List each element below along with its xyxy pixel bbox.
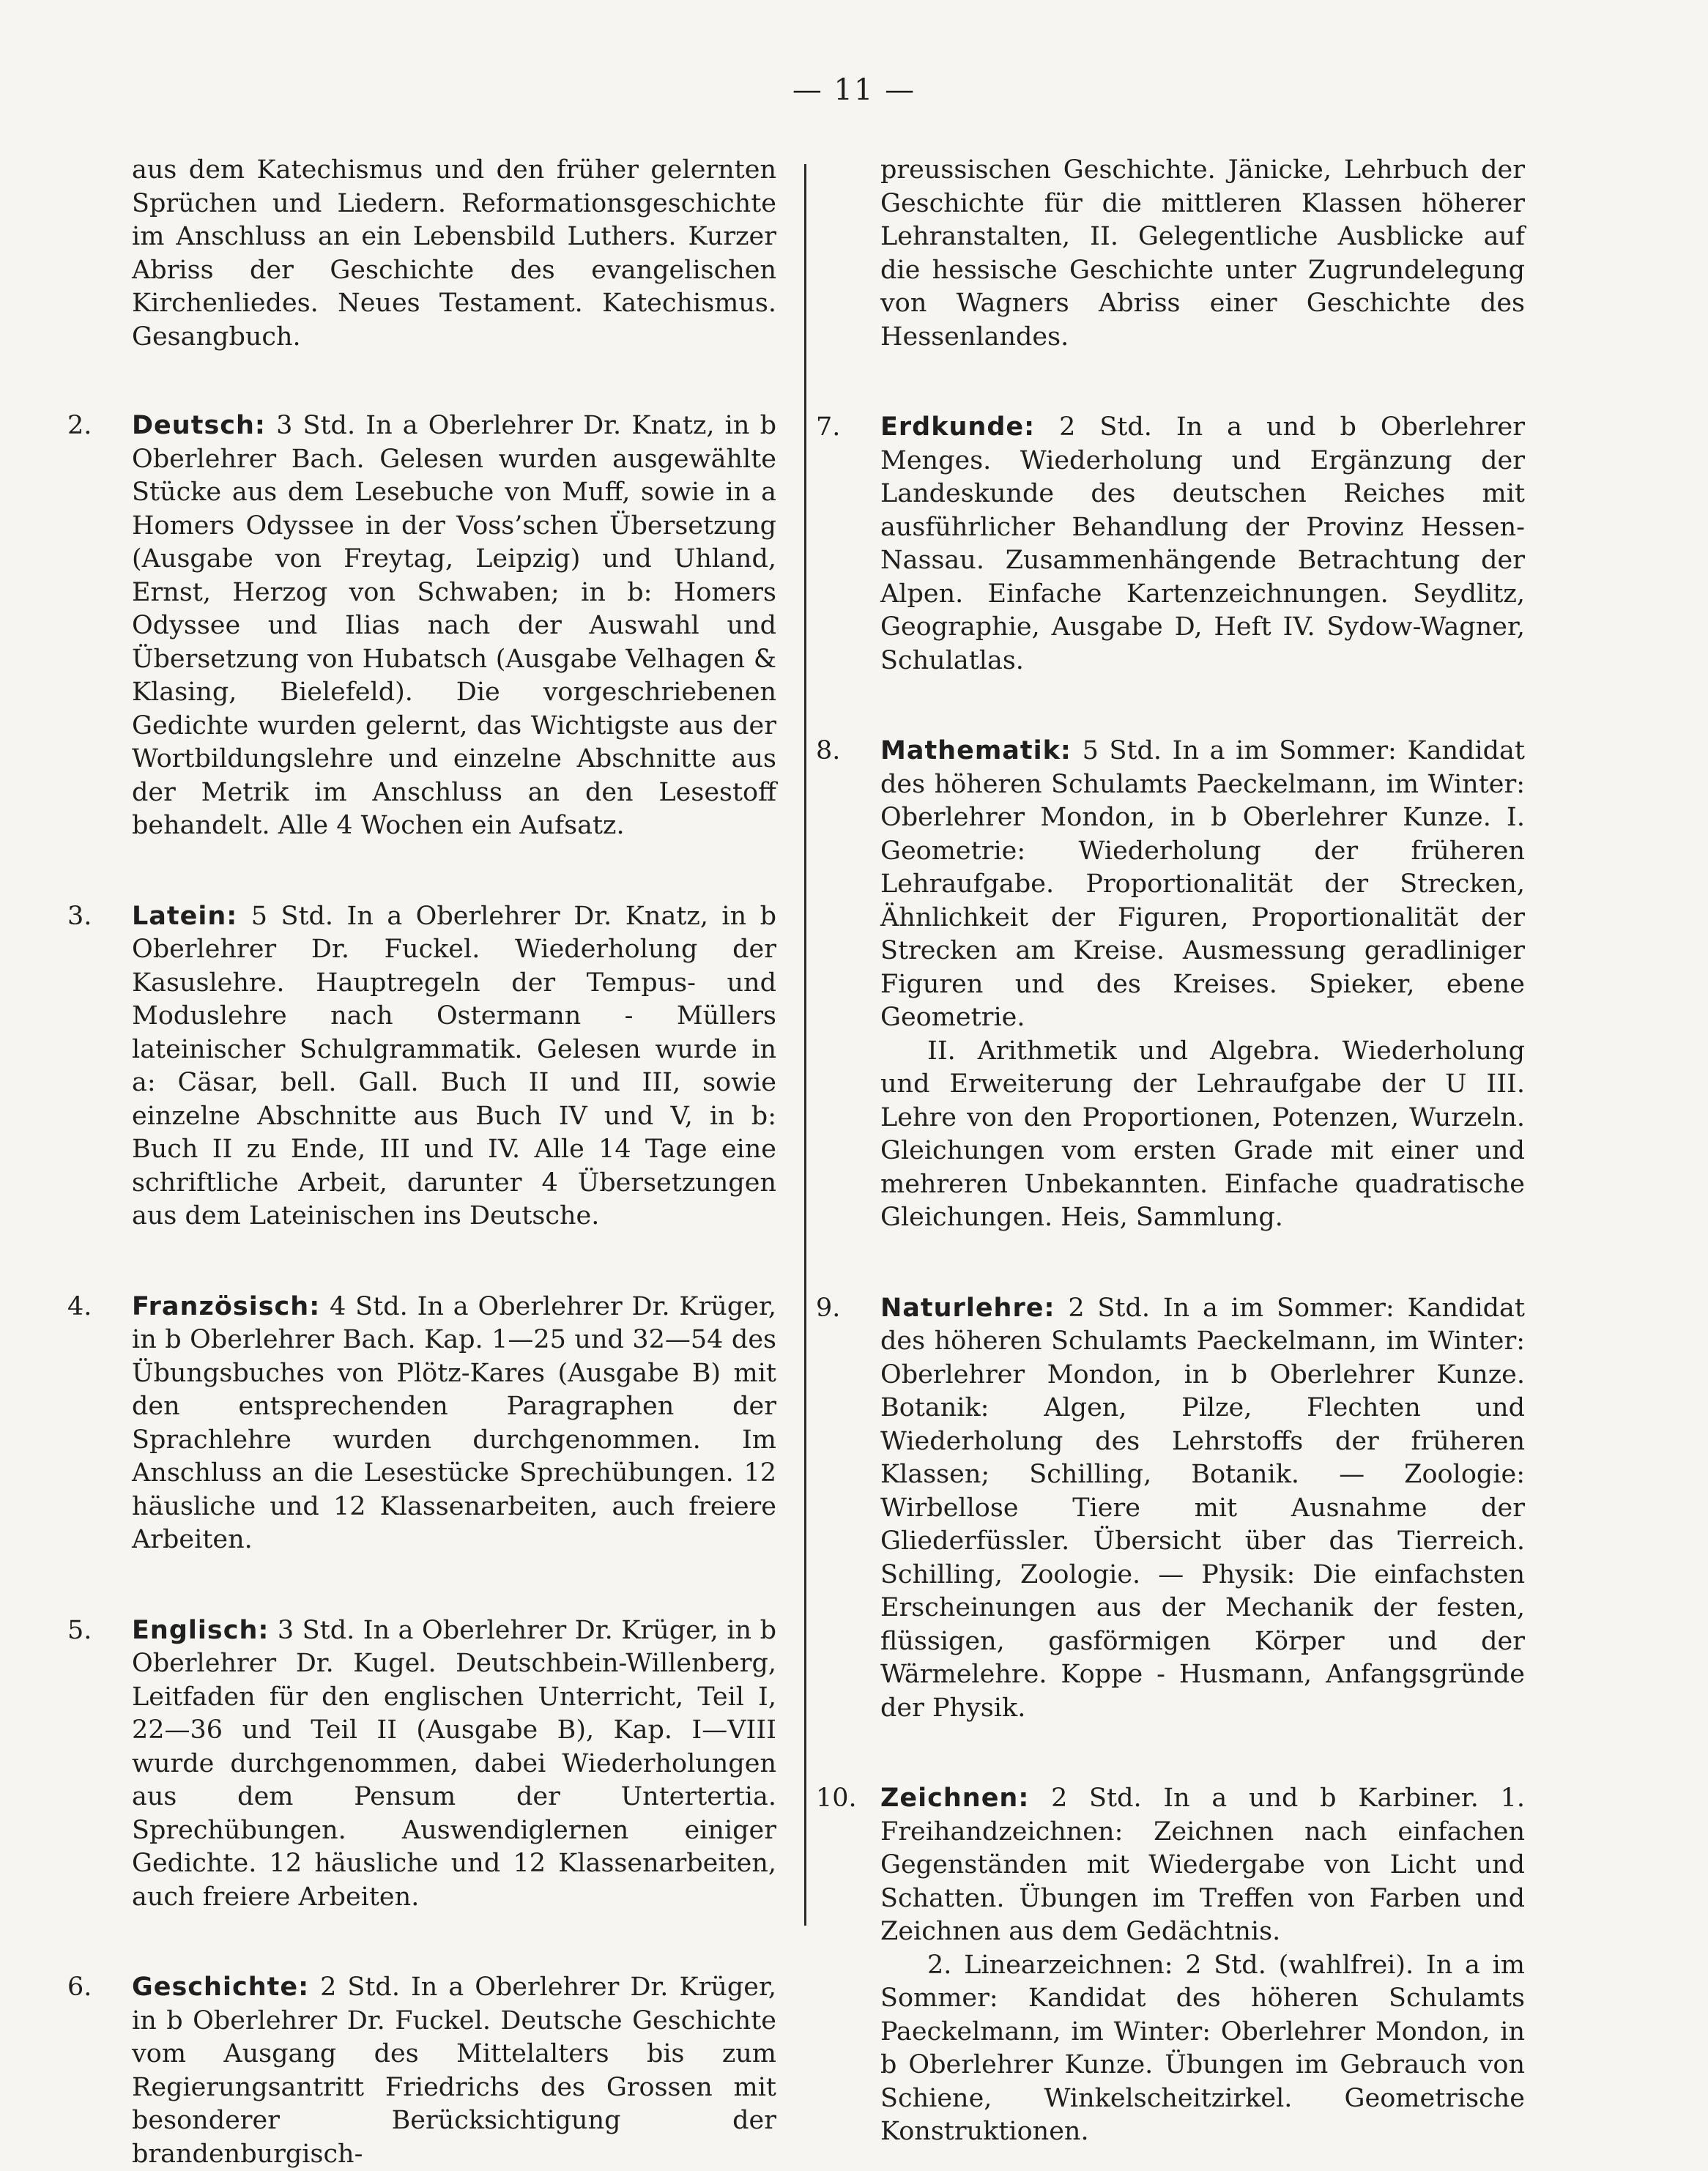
subject-heading: Englisch: — [132, 1615, 270, 1645]
section-franzoesisch — [67, 1291, 776, 1557]
subject-heading: Latein: — [132, 901, 238, 931]
section-text: 2 Std. In a im Sommer: Kandidat des höheren Schulamts Paeckelmann, im Winter: Oberlehrer Mondon, in b Oberlehrer Kunze. Botanik: Algen, Pilze, Flechten und Wiederholung des Lehrstoffs der früheren Klassen; Schilling, Botanik. — Zoologie: Wirbellose Tiere mit Ausnahme der Gliederfüssler. Übersicht über das Tierreich. Schilling, Zoologie. — Physik: Die einfachsten Erscheinungen aus der Mechanik der festen, flüssigen, gasförmigen Körper und der Wärmelehre. Koppe - Husmann, Anfangsgründe der Physik. — [880, 1293, 1525, 1723]
subject-heading: Naturlehre: — [880, 1293, 1055, 1323]
section-zeichnen — [816, 1782, 1525, 2149]
subject-heading: Mathematik: — [880, 736, 1072, 765]
subject-heading: Geschichte: — [132, 1973, 310, 2002]
section-number: 5. — [67, 1615, 92, 1645]
section-number: 9. — [816, 1293, 841, 1323]
section-text-part2: 2. Linearzeichnen: 2 Std. (wahlfrei). In a im Sommer: Kandidat des höheren Schulamts Paeckelmann, im Winter: Oberlehrer Mondon, in b Oberlehrer Kunze. Übungen im Gebrauch von Schiene, Winkelscheitzirkel. Geometrische Konstruktionen. — [880, 1950, 1525, 2146]
intro-paragraph: aus dem Katechismus und den früher gelernten Sprüchen und Liedern. Reformationsgeschichte im Anschluss an ein Lebensbild Luthers. Kurzer Abriss der Geschichte des evangelischen Kirchenliedes. Neues Testament. Katechismus. Gesangbuch. — [132, 155, 776, 352]
section-text: 2 Std. In a Oberlehrer Dr. Krüger, in b Oberlehrer Dr. Fuckel. Deutsche Geschichte vom Ausgang des Mittelalters bis zum Regierungsantritt Friedrichs des Grossen mit besonderer Berücksichtigung der brandenburgisch- — [132, 1973, 776, 2169]
subject-heading: Deutsch: — [132, 411, 266, 440]
continuation-paragraph: preussischen Geschichte. Jänicke, Lehrbuch der Geschichte für die mittleren Klassen höherer Lehranstalten, II. Gelegentliche Ausblicke auf die hessische Geschichte unter Zugrundelegung von Wagners Abriss einer Geschichte des Hessenlandes. — [880, 155, 1525, 352]
column-rule — [804, 164, 806, 1926]
section-text: 4 Std. In a Oberlehrer Dr. Krüger, in b Oberlehrer Bach. Kap. 1—25 und 32—54 des Übungsbuches von Plötz-Kares (Ausgabe B) mit den entsprechenden Paragraphen der Sprachlehre wurden durchgenommen. Im Anschluss an die Lesestücke Sprechübungen. 12 häusliche und 12 Klassenarbeiten, auch freiere Arbeiten. — [132, 1291, 776, 1554]
section-text: 3 Std. In a Oberlehrer Dr. Knatz, in b Oberlehrer Bach. Gelesen wurden ausgewählte Stücke aus dem Lesebuche von Muff, sowie in a Homers Odyssee in der Voss’schen Übersetzung (Ausgabe von Freytag, Leipzig) und Uhland, Ernst, Herzog von Schwaben; in b: Homers Odyssee und Ilias nach der Auswahl und Übersetzung von Hubatsch (Ausgabe Velhagen & Klasing, Bielefeld). Die vorgeschriebenen Gedichte wurden gelernt, das Wichtigste aus der Wortbildungslehre und einzelne Abschnitte aus der Metrik im Anschluss an den Lesestoff behandelt. Alle 4 Wochen ein Aufsatz. — [132, 411, 776, 840]
section-number: 7. — [816, 412, 841, 442]
section-latein — [67, 900, 776, 1233]
subject-heading: Erdkunde: — [880, 412, 1036, 442]
section-deutsch — [67, 409, 776, 843]
section-text: 5 Std. In a im Sommer: Kandidat des höheren Schulamts Paeckelmann, im Winter: Oberlehrer Mondon, in b Oberlehrer Kunze. I. Geometrie: Wiederholung der früheren Lehraufgabe. Proportionalität der Strecken, Ähnlichkeit der Figuren, Proportionalität der Strecken am Kreise. Ausmessung geradliniger Figuren und des Kreises. Spieker, ebene Geometrie. — [880, 736, 1525, 1032]
section-erdkunde — [816, 411, 1525, 678]
subject-heading: Französisch: — [132, 1291, 321, 1321]
section-englisch — [67, 1614, 776, 1915]
section-text: 2 Std. In a und b Karbiner. 1. Freihandzeichnen: Zeichnen nach einfachen Gegenständen mit Wiedergabe von Licht und Schatten. Übungen im Treffen von Farben und Zeichnen aus dem Gedächtnis. — [880, 1784, 1525, 1946]
section-text: 5 Std. In a Oberlehrer Dr. Knatz, in b Oberlehrer Dr. Fuckel. Wiederholung der Kasuslehre. Hauptregeln der Tempus- und Moduslehre nach Ostermann - Müllers lateinischer Schulgrammatik. Gelesen wurde in a: Cäsar, bell. Gall. Buch II und III, sowie einzelne Abschnitte aus Buch IV und V, in b: Buch II zu Ende, III und IV. Alle 14 Tage eine schriftliche Arbeit, darunter 4 Übersetzungen aus dem Lateinischen ins Deutsche. — [132, 901, 776, 1231]
section-geschichte — [67, 1971, 776, 2171]
subject-heading: Zeichnen: — [880, 1784, 1030, 1813]
section-mathematik — [816, 735, 1525, 1235]
right-column — [816, 154, 1525, 2149]
section-text-part2: II. Arithmetik und Algebra. Wiederholung und Erweiterung der Lehraufgabe der U III. Lehre von den Proportionen, Potenzen, Wurzeln. Gleichungen vom ersten Grade mit einer und mehreren Unbekannten. Einfache quadratische Gleichungen. Heis, Sammlung. — [880, 1036, 1525, 1232]
section-number: 8. — [816, 736, 841, 765]
section-text: 3 Std. In a Oberlehrer Dr. Krüger, in b Oberlehrer Dr. Kugel. Deutschbein-Willenberg, Leitfaden für den englischen Unterricht, Teil I, 22—36 und Teil II (Ausgabe B), Kap. I—VIII wurde durchgenommen, dabei Wiederholungen aus dem Pensum der Untertertia. Sprechübungen. Auswendiglernen einiger Gedichte. 12 häusliche und 12 Klassenarbeiten, auch freiere Arbeiten. — [132, 1615, 776, 1912]
left-column — [67, 154, 776, 2171]
page-number: — 11 — — [792, 73, 916, 107]
section-number: 10. — [816, 1784, 857, 1813]
section-number: 4. — [67, 1291, 92, 1321]
section-number: 3. — [67, 901, 92, 931]
section-text: 2 Std. In a und b Oberlehrer Menges. Wiederholung und Ergänzung der Landeskunde des deutschen Reiches mit ausführlicher Behandlung der Provinz Hessen-Nassau. Zusammenhängende Betrachtung der Alpen. Einfache Kartenzeichnungen. Seydlitz, Geographie, Ausgabe D, Heft IV. Sydow-Wagner, Schulatlas. — [880, 412, 1525, 675]
section-naturlehre — [816, 1292, 1525, 1726]
section-number: 2. — [67, 411, 92, 440]
section-number: 6. — [67, 1973, 92, 2002]
